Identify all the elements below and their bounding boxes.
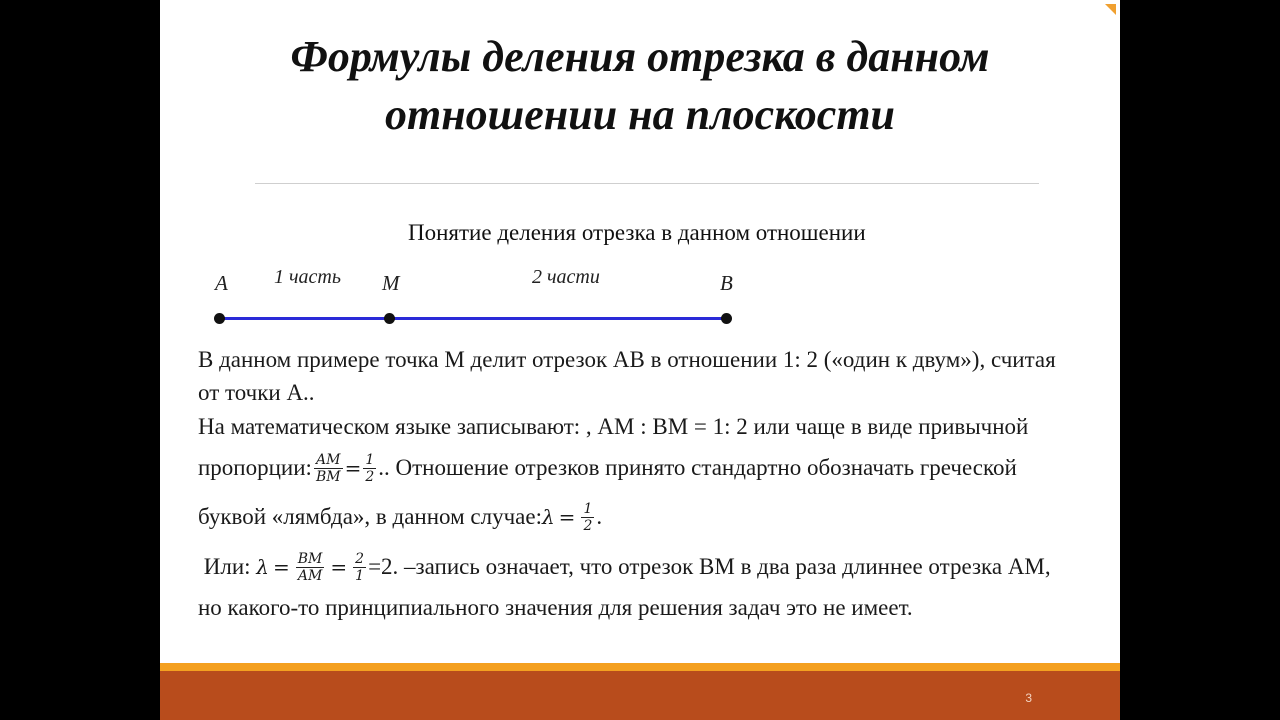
body-line-1: В данном примере точка М делит отрезок АВ в отношении 1: 2 («один к двум»), считая	[198, 347, 1056, 372]
equals-sign: =	[272, 555, 290, 579]
body-line-3: На математическом языке записывают: , АМ : ВМ = 1: 2 или чаще в виде привычной	[198, 414, 1029, 439]
body-line-2: от точки А..	[198, 380, 315, 405]
point-label-a: A	[215, 271, 228, 295]
segment-diagram	[200, 255, 760, 335]
page-number: 3	[1025, 691, 1032, 705]
slide	[160, 0, 1120, 720]
fraction-bm-am: $\frac{BM}{AM}$	[297, 550, 323, 584]
equals-sign: =	[330, 555, 348, 579]
lambda-symbol: λ	[541, 505, 555, 529]
point-label-b: B	[720, 271, 733, 295]
fraction-one-half: $\frac{1}{2}$	[365, 451, 375, 485]
lambda-suffix: .	[596, 504, 603, 529]
footer-accent-band	[160, 663, 1120, 671]
lambda-symbol: λ	[256, 555, 269, 579]
fraction-am-bm: $\frac{AM}{BM}$	[315, 451, 341, 485]
body-line-5	[198, 492, 602, 542]
proportion-suffix: .. Отношение отрезков принято стандартно обозначать греческой	[378, 455, 1017, 480]
proportion-prefix: пропорции:	[198, 455, 312, 480]
subtitle: Понятие деления отрезка в данном отношении	[408, 220, 866, 245]
point-m-dot	[384, 313, 395, 324]
corner-triangle-icon	[1105, 4, 1116, 15]
body-line-4	[198, 443, 1017, 493]
part-label-1: 1 часть	[274, 266, 341, 288]
point-a-dot	[214, 313, 225, 324]
title-line-1: Формулы деления отрезка в данном	[290, 32, 990, 81]
title-divider	[255, 183, 1039, 184]
point-label-m: M	[382, 271, 400, 295]
slide-title	[160, 28, 1120, 144]
part-label-2: 2 части	[532, 266, 600, 288]
footer-band	[160, 671, 1120, 720]
equals-sign: =	[344, 456, 362, 480]
or-suffix: =2. –запись означает, что отрезок ВМ в два раза длиннее отрезка АМ,	[368, 554, 1051, 579]
lambda-prefix: буквой «лямбда», в данном случае:	[198, 504, 542, 529]
equals-sign: =	[558, 505, 576, 529]
segment-line	[219, 317, 727, 320]
body-line-7: но какого-то принципиального значения для решения задач это не имеет.	[198, 595, 913, 620]
point-b-dot	[721, 313, 732, 324]
title-line-2: отношении на плоскости	[384, 90, 896, 139]
body-line-6	[198, 542, 1051, 592]
fraction-one-half: $\frac{1}{2}$	[583, 500, 593, 534]
fraction-two-one: $\frac{2}{1}$	[355, 550, 365, 584]
or-prefix: Или:	[198, 554, 257, 579]
